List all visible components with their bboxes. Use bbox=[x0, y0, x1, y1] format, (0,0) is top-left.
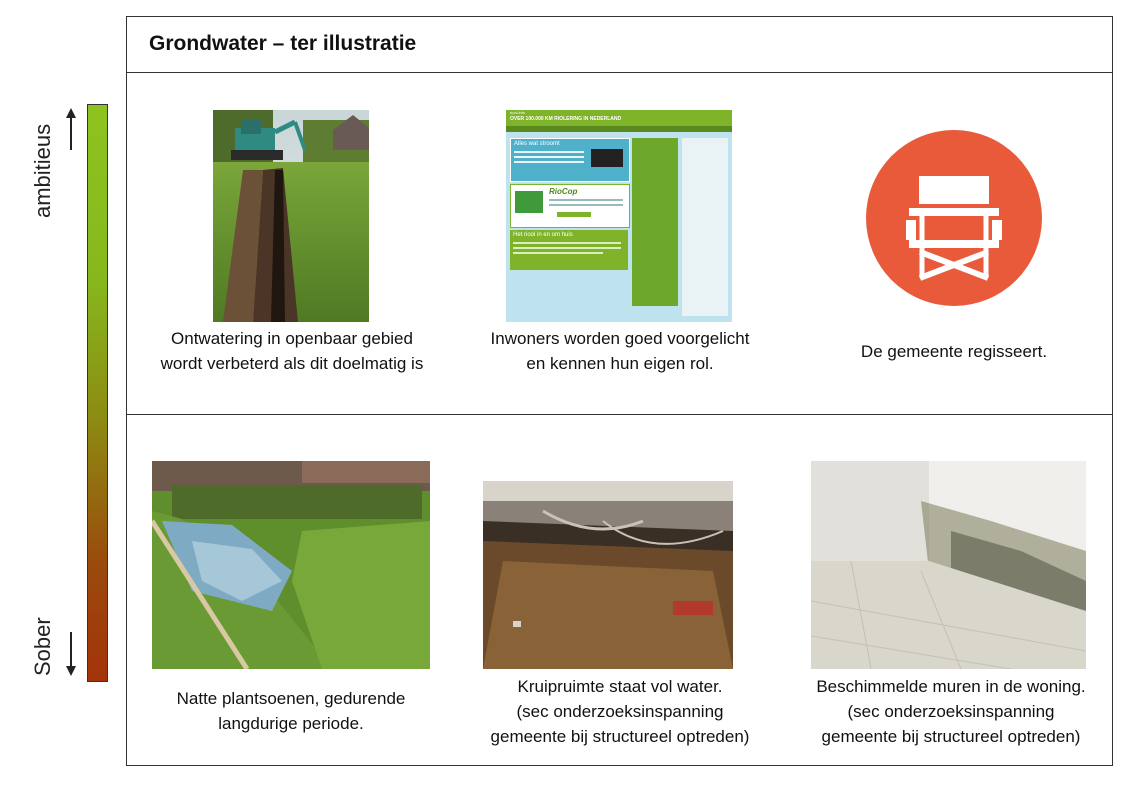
caption-crawlspace bbox=[465, 674, 775, 749]
website-column-green bbox=[632, 138, 678, 306]
website-box-1-title: Alles wat stroomt bbox=[514, 141, 560, 147]
arrow-up-icon bbox=[64, 108, 78, 152]
caption-line: Beschimmelde muren in de woning. bbox=[816, 677, 1086, 696]
riolering-website-screenshot bbox=[506, 110, 732, 322]
website-box-3-title: Het riool in en om huis bbox=[513, 232, 573, 238]
website-column-sidebar bbox=[682, 138, 728, 316]
caption-line: Ontwatering in openbaar gebied bbox=[171, 329, 413, 348]
caption-flooded-park bbox=[136, 686, 446, 736]
illustration-table bbox=[126, 16, 1113, 766]
flooded-park-photo bbox=[152, 461, 430, 669]
scale-label-sober: Sober bbox=[30, 617, 55, 676]
caption-line: Kruipruimte staat vol water. bbox=[517, 677, 723, 696]
page-title: Grondwater – ter illustratie bbox=[149, 32, 417, 55]
director-chair-icon bbox=[864, 128, 1044, 308]
caption-line: Inwoners worden goed voorgelicht bbox=[490, 329, 750, 348]
title-row bbox=[127, 17, 1112, 73]
caption-line: (sec onderzoeksinspanning bbox=[847, 702, 1055, 721]
ambition-scale-bar bbox=[87, 104, 108, 682]
caption-line: wordt verbeterd als dit doelmatig is bbox=[160, 354, 424, 373]
caption-line: langdurige periode. bbox=[218, 714, 364, 733]
flooded-crawlspace-photo bbox=[483, 481, 733, 669]
caption-mouldy-wall bbox=[796, 674, 1106, 749]
caption-trench bbox=[137, 326, 447, 376]
scale-label-ambitious: ambitieus bbox=[30, 123, 55, 218]
caption-line: Natte plantsoenen, gedurende bbox=[176, 689, 406, 708]
website-header-line2: OVER 100.000 KM RIOLERING IN NEDERLAND bbox=[510, 116, 622, 122]
row-divider bbox=[127, 414, 1112, 415]
arrow-down-icon bbox=[64, 630, 78, 676]
mouldy-wall-photo bbox=[811, 461, 1086, 669]
caption-line: gemeente bij structureel optreden) bbox=[821, 727, 1081, 746]
caption-line: (sec onderzoeksinspanning bbox=[516, 702, 724, 721]
website-header bbox=[506, 110, 732, 126]
caption-director bbox=[799, 339, 1109, 364]
website-box-2 bbox=[510, 184, 630, 228]
website-box-1 bbox=[510, 138, 630, 182]
website-box-3 bbox=[510, 230, 628, 270]
caption-line: en kennen hun eigen rol. bbox=[526, 354, 714, 373]
trench-excavator-photo bbox=[213, 110, 369, 322]
caption-line: De gemeente regisseert. bbox=[860, 342, 1048, 361]
caption-line: gemeente bij structureel optreden) bbox=[490, 727, 750, 746]
website-nav bbox=[506, 126, 732, 132]
website-box-2-title: RioCop bbox=[549, 187, 578, 196]
website-header-line1: riool.info bbox=[510, 110, 526, 115]
caption-website bbox=[465, 326, 775, 376]
